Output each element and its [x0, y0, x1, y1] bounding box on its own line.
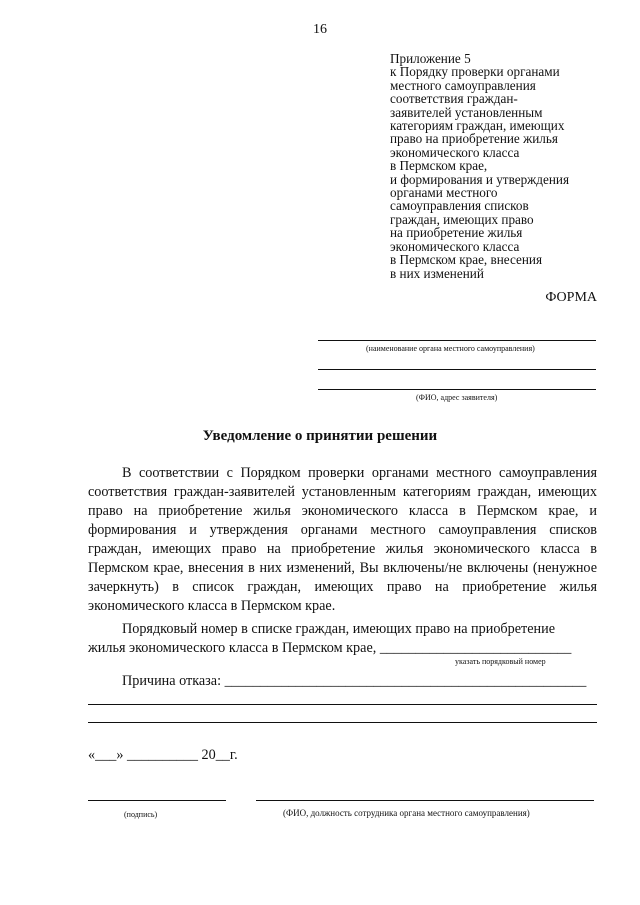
appendix-header	[390, 52, 625, 280]
notice-paragraph: В соответствии с Порядком проверки органами местного самоуправления соответствия граждан-заявителей установленным категориям граждан, имеющих право на приобретение жилья экономического класса в Пермском крае, и формирования и утверждения органами местного самоуправления списков граждан, имеющих право на приобретение жилья экономического класса в Пермском крае, внесения в них изменений, Вы включены/не включены (ненужное зачеркнуть) в список граждан, имеющих право на приобретение жилья экономического класса в Пермском крае.	[88, 465, 597, 614]
document-title: Уведомление о принятии решении	[202, 428, 438, 444]
appendix-line: в Пермском крае, внесения	[390, 252, 543, 268]
employee-line[interactable]	[256, 800, 594, 801]
appendix-line: право на приобретение жилья	[390, 131, 558, 147]
org-name-line[interactable]	[318, 340, 596, 341]
appendix-line: органами местного	[390, 185, 498, 201]
queue-number-line-2[interactable]: жилья экономического класса в Пермском крае, ___________________________	[88, 640, 572, 656]
appendix-line: экономического класса	[390, 238, 520, 254]
document-body	[88, 464, 597, 658]
refusal-line-3[interactable]	[88, 722, 597, 723]
employee-caption: (ФИО, должность сотрудника органа местного самоуправления)	[283, 808, 530, 818]
appendix-line: в них изменений	[390, 265, 484, 281]
appendix-line: экономического класса	[390, 144, 520, 160]
appendix-line: категориям граждан, имеющих	[390, 118, 565, 134]
applicant-line-1[interactable]	[318, 369, 596, 370]
appendix-line: заявителей установленным	[390, 104, 543, 120]
appendix-line: местного самоуправления	[390, 77, 536, 93]
appendix-line: на приобретение жилья	[390, 225, 523, 241]
refusal-line-2[interactable]	[88, 704, 597, 705]
signature-caption: (подпись)	[124, 810, 158, 819]
appendix-line: и формирования и утверждения	[390, 171, 570, 187]
applicant-caption: (ФИО, адрес заявителя)	[416, 393, 498, 402]
appendix-line: самоуправления списков	[390, 198, 529, 214]
appendix-line: граждан, имеющих право	[390, 211, 534, 227]
applicant-line-2[interactable]	[318, 389, 596, 390]
date-field[interactable]: «___» __________ 20__г.	[88, 747, 238, 763]
refusal-reason-field[interactable]: Причина отказа: ___________________________________________________	[122, 673, 587, 689]
appendix-line: к Порядку проверки органами	[390, 64, 560, 80]
queue-number-line-1: Порядковый номер в списке граждан, имеющих право на приобретение	[122, 621, 556, 637]
appendix-line: соответствия граждан-	[390, 91, 518, 107]
appendix-line: Приложение 5	[390, 51, 471, 66]
appendix-line: в Пермском крае,	[390, 158, 488, 174]
page-number: 16	[313, 22, 327, 37]
queue-number-caption: указать порядковый номер	[455, 657, 546, 666]
org-name-caption: (наименование органа местного самоуправления)	[366, 344, 535, 353]
signature-line[interactable]	[88, 800, 226, 801]
form-label: ФОРМА	[545, 290, 597, 305]
